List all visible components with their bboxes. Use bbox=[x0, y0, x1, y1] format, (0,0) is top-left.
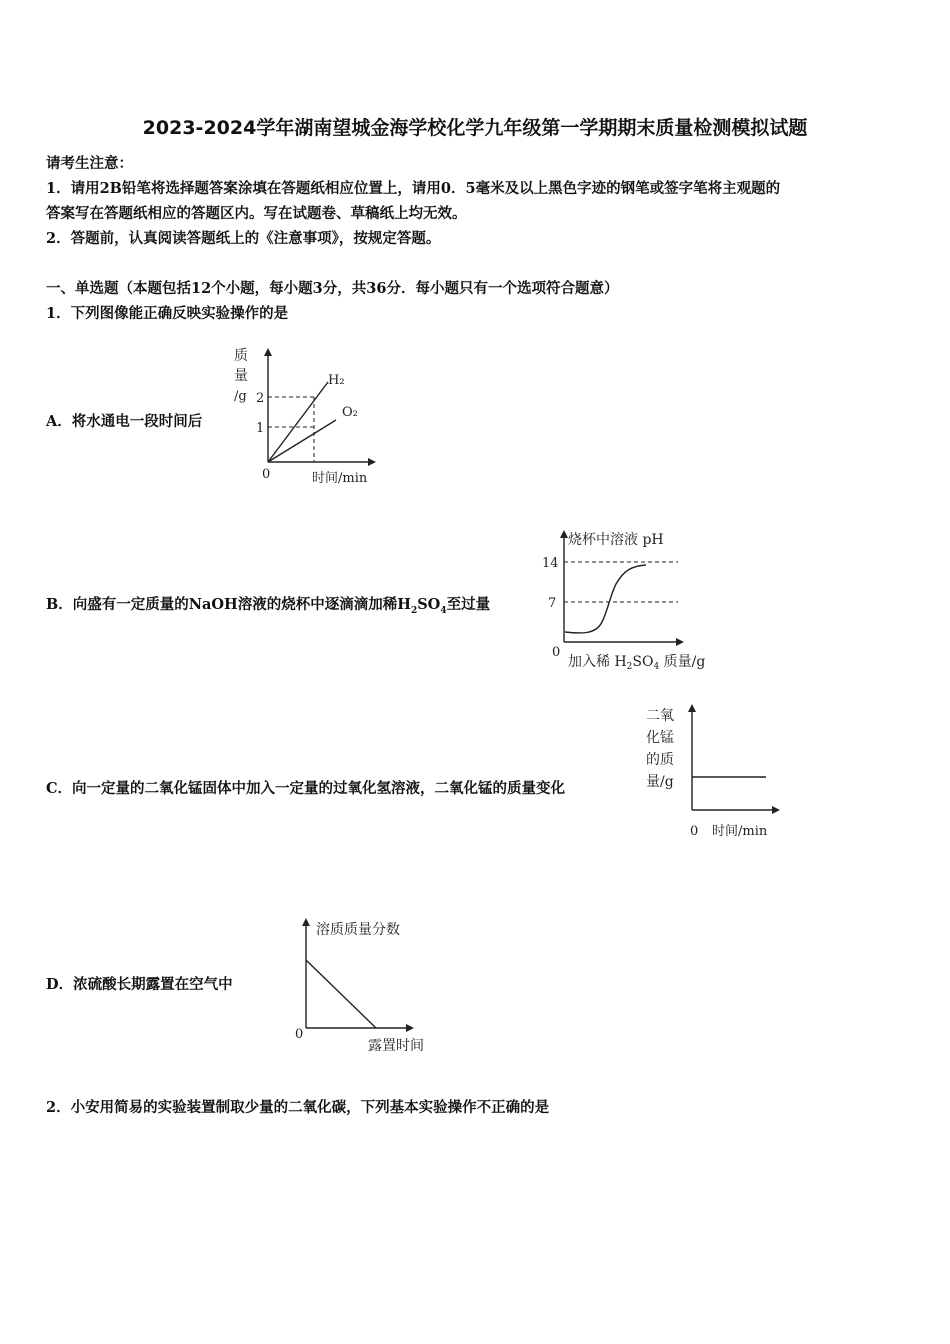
y-label-line-4: 量/g bbox=[646, 774, 674, 790]
section-heading: 一、单选题（本题包括12个小题，每小题3分，共36分．每小题只有一个选项符合题意） bbox=[46, 280, 619, 297]
question-1-stem: 1．下列图像能正确反映实验操作的是 bbox=[46, 305, 289, 322]
notice-heading: 请考生注意： bbox=[46, 155, 133, 172]
origin-label: 0 bbox=[552, 645, 561, 660]
option-a-graph bbox=[228, 342, 388, 490]
origin-label: 0 bbox=[690, 824, 699, 839]
notice-item-2: 2．答题前，认真阅读答题纸上的《注意事项》，按规定答题。 bbox=[46, 230, 441, 247]
y-label-line-2: 化锰 bbox=[646, 730, 674, 746]
y-label-line-3: /g bbox=[234, 389, 247, 404]
y-label-line-3: 的质 bbox=[646, 752, 674, 768]
origin-label: 0 bbox=[295, 1027, 304, 1042]
y-axis-arrow bbox=[264, 348, 272, 356]
x-label: 加入稀 $H_2SO_4$ 质量/g bbox=[568, 654, 706, 672]
notice-item-1-line-1: 1．请用2B铅笔将选择题答案涂填在答题纸相应位置上，请用0．5毫米及以上黑色字迹的钢笔或签字笔将主观题的 bbox=[46, 180, 781, 197]
y-label-line-1: 质 bbox=[234, 348, 248, 364]
series-o2-label: O₂ bbox=[342, 405, 358, 420]
x-axis-arrow bbox=[772, 806, 780, 814]
y-tick-7: 7 bbox=[548, 596, 557, 611]
notice-item-1-line-2: 答案写在答题纸相应的答题区内。写在试题卷、草稿纸上均无效。 bbox=[46, 205, 467, 222]
y-axis-arrow bbox=[302, 918, 310, 926]
series-h2-line bbox=[268, 382, 328, 462]
x-label: 时间/min bbox=[312, 471, 368, 486]
option-a-text: A．将水通电一段时间后 bbox=[46, 413, 203, 430]
y-axis-arrow bbox=[560, 530, 568, 538]
option-c-graph bbox=[644, 698, 794, 846]
origin-label: 0 bbox=[262, 467, 271, 482]
y-label-line-2: 量 bbox=[234, 368, 248, 384]
option-c-text: C．向一定量的二氧化锰固体中加入一定量的过氧化氢溶液，二氧化锰的质量变化 bbox=[46, 780, 566, 797]
x-label: 露置时间 bbox=[368, 1038, 424, 1054]
y-label: 烧杯中溶液 pH bbox=[568, 532, 664, 548]
y-tick-1: 1 bbox=[256, 421, 265, 436]
ph-curve bbox=[565, 565, 646, 633]
series-h2-label: H₂ bbox=[328, 373, 345, 388]
option-b-graph bbox=[538, 522, 738, 674]
y-tick-14: 14 bbox=[542, 556, 559, 571]
y-label: 溶质质量分数 bbox=[316, 922, 400, 938]
series-o2-line bbox=[268, 420, 336, 462]
option-b-text: B．向盛有一定质量的NaOH溶液的烧杯中逐滴滴加稀$H_2SO_4$至过量 bbox=[46, 596, 491, 616]
y-axis-arrow bbox=[688, 704, 696, 712]
x-axis-arrow bbox=[676, 638, 684, 646]
x-axis-arrow bbox=[406, 1024, 414, 1032]
x-label: 时间/min bbox=[712, 824, 768, 839]
page-title: 2023-2024学年湖南望城金海学校化学九年级第一学期期末质量检测模拟试题 bbox=[142, 117, 808, 139]
option-d-text: D．浓硫酸长期露置在空气中 bbox=[46, 976, 233, 993]
x-axis-arrow bbox=[368, 458, 376, 466]
concentration-line bbox=[306, 960, 376, 1028]
option-d-graph bbox=[288, 912, 458, 1060]
y-tick-2: 2 bbox=[256, 391, 265, 406]
y-label-line-1: 二氧 bbox=[646, 708, 674, 724]
question-2-stem: 2．小安用简易的实验装置制取少量的二氧化碳，下列基本实验操作不正确的是 bbox=[46, 1099, 550, 1116]
